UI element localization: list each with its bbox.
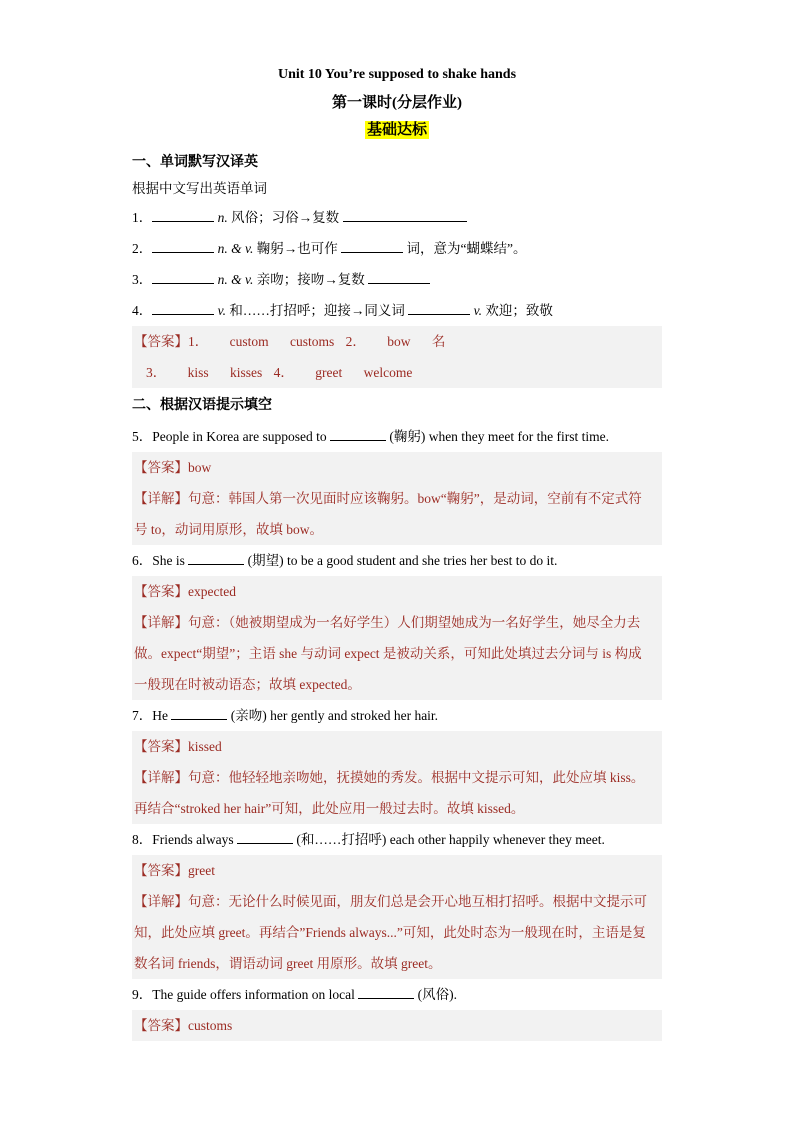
- item-text: 风俗；习俗→复数: [231, 210, 340, 225]
- answer-word: kiss: [187, 365, 209, 380]
- question-text: 6．She is: [132, 553, 185, 568]
- answer-value: greet: [188, 863, 215, 878]
- detail-text: 号 to，动词用原形，故填 bow。: [134, 522, 323, 537]
- item-text: 鞠躬→也可作: [256, 241, 338, 256]
- answer-value: bow: [188, 460, 212, 475]
- answer-num: 1．: [188, 334, 209, 349]
- answer-box-6: [132, 576, 662, 700]
- detail-label: 【详解】: [134, 770, 188, 785]
- question-7: [132, 700, 662, 731]
- detail-label: 【详解】: [134, 615, 188, 630]
- answer-blank[interactable]: [341, 238, 403, 253]
- detail-text: 句意：韩国人第一次见面时应该鞠躬。bow“鞠躬”，是动词，空前有不定式符: [188, 491, 642, 506]
- answer-blank[interactable]: [343, 207, 467, 222]
- part-of-speech: n.: [217, 210, 228, 225]
- vocab-item-4: [132, 295, 662, 326]
- section1-heading: 一、单词默写汉译英: [132, 155, 258, 170]
- question-text: (鞠躬) when they meet for the first time.: [389, 429, 610, 444]
- detail-text: 句意：无论什么时候见面，朋友们总是会开心地互相打招呼。根据中文提示可: [188, 894, 647, 909]
- level-badge: [132, 118, 662, 148]
- answer-word: bow: [387, 334, 411, 349]
- vocab-item-3: [132, 264, 662, 295]
- answer-word: customs: [290, 334, 335, 349]
- detail-text: 做。expect“期望”；主语 she 与动词 expect 是被动关系，可知此处填过去分词与 is 构成: [134, 646, 642, 661]
- part-of-speech: n. & v.: [217, 272, 254, 287]
- answer-blank[interactable]: [188, 550, 244, 565]
- part-of-speech: v.: [217, 303, 226, 318]
- question-text: 9．The guide offers information on local: [132, 987, 355, 1002]
- part-of-speech: n. & v.: [217, 241, 254, 256]
- question-6: [132, 545, 662, 576]
- item-number: 3．: [132, 272, 153, 287]
- answer-blank[interactable]: [237, 829, 293, 844]
- detail-label: 【详解】: [134, 491, 188, 506]
- section1-answer-box: [132, 326, 662, 388]
- answer-blank[interactable]: [152, 238, 214, 253]
- answer-word: kisses: [230, 365, 263, 380]
- level-label: 基础达标: [366, 122, 427, 138]
- item-tail: 词，意为“蝴蝶结”。: [406, 241, 527, 256]
- answer-box-7: [132, 731, 662, 824]
- section2-heading: 二、根据汉语提示填空: [132, 398, 272, 413]
- item-tail: 欢迎；致敬: [485, 303, 553, 318]
- answer-word: greet: [315, 365, 343, 380]
- vocab-item-1: [132, 202, 662, 233]
- detail-text: 句意：（她被期望成为一名好学生）人们期望她成为一名好学生，她尽全力去: [188, 615, 641, 630]
- detail-text: 句意：他轻轻地亲吻她，抚摸她的秀发。根据中文提示可知，此处应填 kiss。: [188, 770, 645, 785]
- answer-row-1: [134, 326, 662, 357]
- answer-blank[interactable]: [152, 269, 214, 284]
- answer-num: 3．: [146, 365, 167, 380]
- question-8: [132, 824, 662, 855]
- detail-label: 【详解】: [134, 894, 188, 909]
- item-number: 4．: [132, 303, 153, 318]
- answer-box-8: [132, 855, 662, 979]
- answer-label: 【答案】: [134, 334, 188, 349]
- answer-value: expected: [188, 584, 236, 599]
- answer-value: kissed: [188, 739, 222, 754]
- item-text: 亲吻；接吻→复数: [256, 272, 365, 287]
- answer-word: custom: [229, 334, 269, 349]
- answer-word: welcome: [363, 365, 413, 380]
- answer-num: 4．: [273, 365, 294, 380]
- item-number: 2．: [132, 241, 153, 256]
- answer-box-9: [132, 1010, 662, 1041]
- item-number: 1．: [132, 210, 153, 225]
- question-text: (期望) to be a good student and she tries her best to do it.: [247, 553, 558, 568]
- lesson-subtitle: 第一课时(分层作业): [332, 95, 462, 111]
- detail-text: 再结合“stroked her hair”可知，此处应用一般过去时。故填 kissed。: [134, 801, 525, 816]
- question-text: (风俗).: [417, 987, 457, 1002]
- answer-blank[interactable]: [408, 300, 470, 315]
- answer-blank[interactable]: [330, 426, 386, 441]
- answer-blank[interactable]: [152, 207, 214, 222]
- question-9: [132, 979, 662, 1010]
- answer-blank[interactable]: [368, 269, 430, 284]
- question-text: 5．People in Korea are supposed to: [132, 429, 327, 444]
- question-text: 8．Friends always: [132, 832, 234, 847]
- unit-title: Unit 10 You’re supposed to shake hands: [277, 67, 517, 82]
- answer-box-5: [132, 452, 662, 545]
- question-text: (亲吻) her gently and stroked her hair.: [230, 708, 439, 723]
- answer-label: 【答案】: [134, 460, 188, 475]
- question-5: [132, 421, 662, 452]
- answer-label: 【答案】: [134, 584, 188, 599]
- answer-label: 【答案】: [134, 1018, 188, 1033]
- item-text: 和……打招呼；迎接→同义词: [229, 303, 405, 318]
- part-of-speech-2: v.: [473, 303, 482, 318]
- answer-value: customs: [188, 1018, 233, 1033]
- detail-text: 知，此处应填 greet。再结合”Friends always...”可知，此处时态为一般现在时，主语是复: [134, 925, 646, 940]
- detail-text: 一般现在时被动语态；故填 expected。: [134, 677, 361, 692]
- question-text: (和……打招呼) each other happily whenever they meet.: [296, 832, 605, 847]
- answer-row-2: [134, 357, 662, 388]
- question-text: 7．He: [132, 708, 168, 723]
- worksheet-page: [132, 62, 662, 1041]
- section1-instruction: 根据中文写出英语单词: [132, 181, 267, 196]
- answer-word: 名: [431, 334, 446, 349]
- answer-label: 【答案】: [134, 863, 188, 878]
- answer-blank[interactable]: [358, 984, 414, 999]
- detail-text: 数名词 friends，谓语动词 greet 用原形。故填 greet。: [134, 956, 442, 971]
- answer-blank[interactable]: [171, 705, 227, 720]
- answer-num: 2．: [345, 334, 366, 349]
- vocab-item-2: [132, 233, 662, 264]
- answer-blank[interactable]: [152, 300, 214, 315]
- answer-label: 【答案】: [134, 739, 188, 754]
